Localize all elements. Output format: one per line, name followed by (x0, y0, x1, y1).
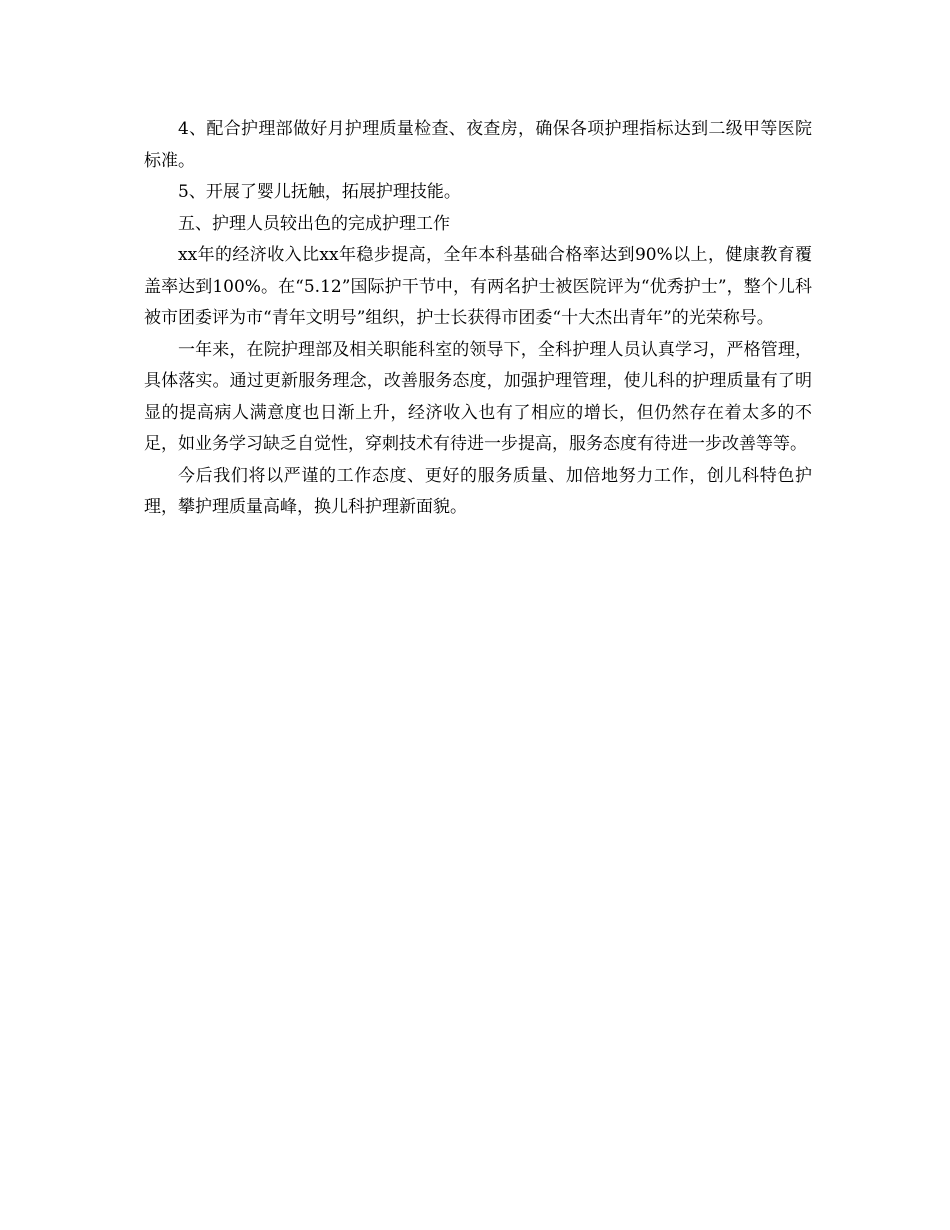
paragraph-item-5: 5、开展了婴儿抚触，拓展护理技能。 (178, 182, 461, 202)
paragraph-item-4: 4、配合护理部做好月护理质量检查、夜查房，确保各项护理指标达到二级甲等医院标准。 (144, 119, 812, 171)
paragraph-income: xx年的经济收入比xx年稳步提高，全年本科基础合格率达到90%以上，健康教育覆盖率达到100%。在“5.12”国际护干节中，有两名护士被医院评为“优秀护士”，整个儿科被市团委评为市“青年文明号”组织，护士长获得市团委“十大杰出青年”的光荣称号。 (144, 245, 812, 328)
document-body (144, 114, 812, 524)
section-heading-5: 五、护理人员较出色的完成护理工作 (178, 213, 450, 234)
paragraph-summary: 一年来，在院护理部及相关职能科室的领导下，全科护理人员认真学习，严格管理，具体落实。通过更新服务理念，改善服务态度，加强护理管理，使儿科的护理质量有了明显的提高病人满意度也日渐上升，经济收入也有了相应的增长，但仍然存在着太多的不足，如业务学习缺乏自觉性，穿刺技术有待进一步提高，服务态度有待进一步改善等等。 (144, 339, 812, 454)
paragraph-outlook: 今后我们将以严谨的工作态度、更好的服务质量、加倍地努力工作，创儿科特色护理，攀护理质量高峰，换儿科护理新面貌。 (144, 465, 812, 517)
